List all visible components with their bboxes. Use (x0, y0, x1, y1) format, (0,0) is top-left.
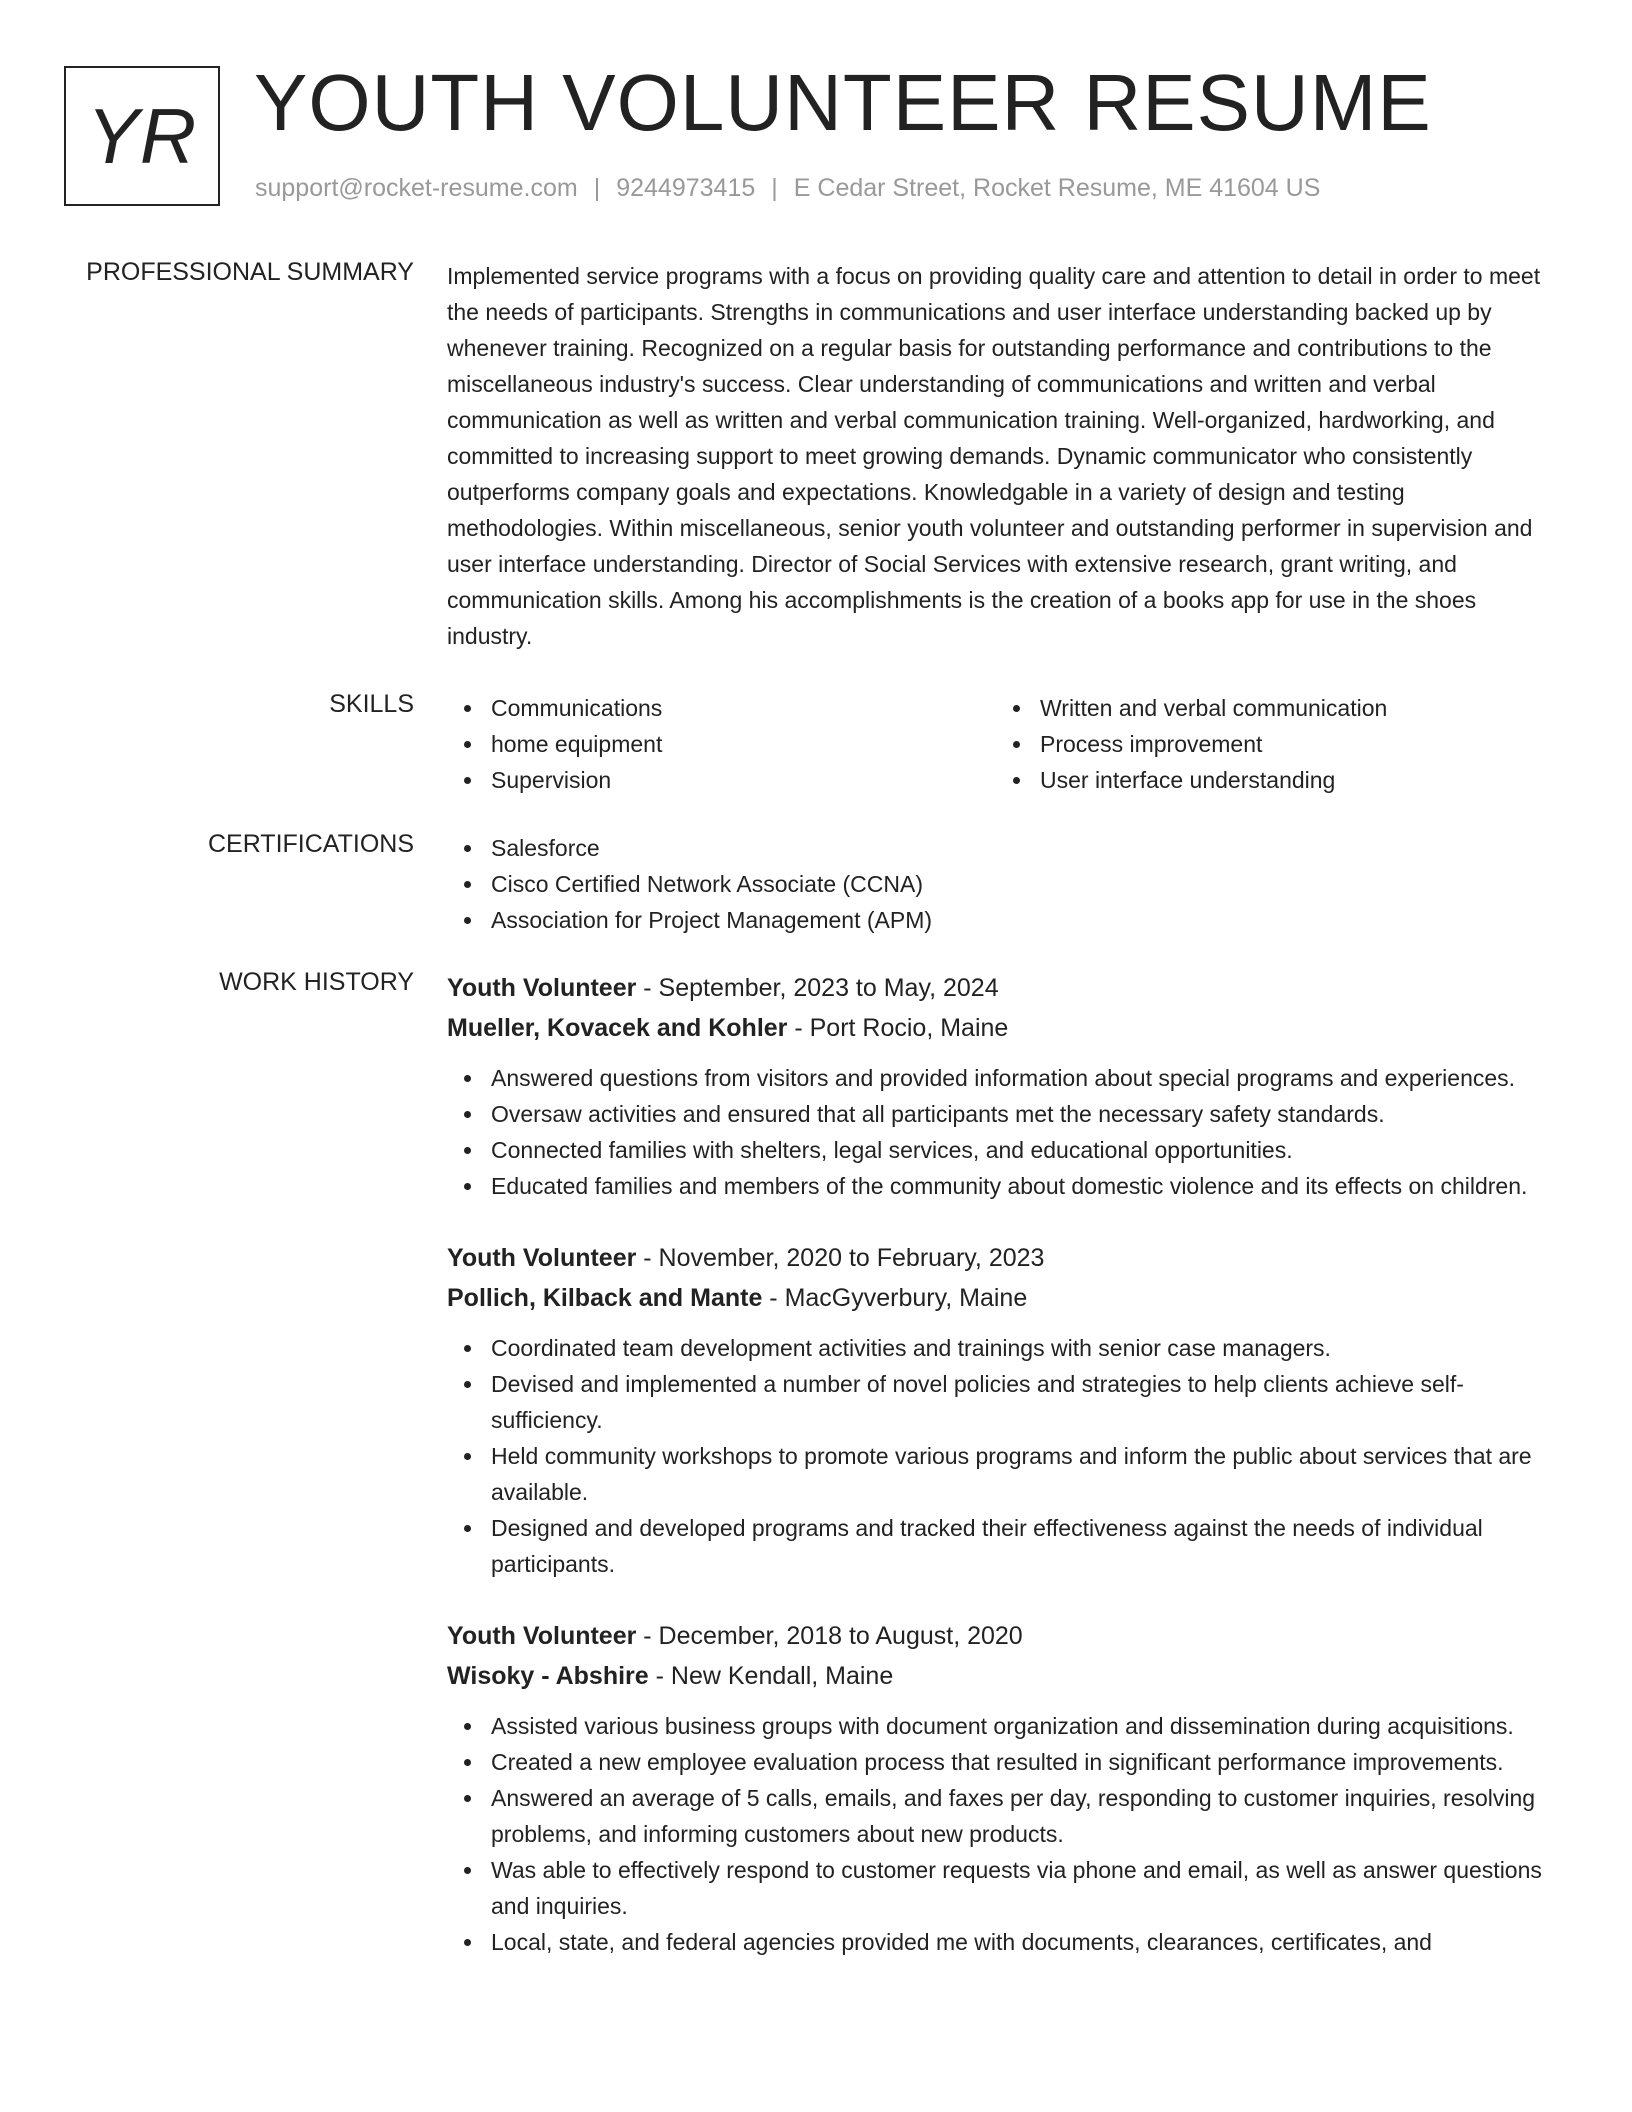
contact-email: support@rocket-resume.com (255, 174, 578, 202)
job-location: - MacGyverbury, Maine (762, 1284, 1028, 1312)
work-history-body (447, 968, 1562, 1994)
certifications-label: CERTIFICATIONS (207, 830, 414, 858)
job-entry (447, 1238, 1562, 1582)
skill-item: Supervision (447, 762, 996, 798)
job-company: Wisoky - Abshire (447, 1662, 649, 1690)
job-title-line (447, 1238, 1562, 1278)
job-company: Pollich, Kilback and Mante (447, 1284, 763, 1312)
job-bullet: Educated families and members of the community about domestic violence and its effects on children. (447, 1168, 1562, 1204)
monogram-logo: YR (64, 66, 220, 206)
job-dates: - September, 2023 to May, 2024 (636, 974, 999, 1002)
job-dates: - November, 2020 to February, 2023 (636, 1244, 1045, 1272)
skills-list-right (996, 690, 1545, 798)
job-bullet: Answered questions from visitors and provided information about special programs and experiences. (447, 1060, 1562, 1096)
job-bullet: Created a new employee evaluation process that resulted in significant performance improvements. (447, 1744, 1562, 1780)
job-title-line (447, 1616, 1562, 1656)
job-entry (447, 968, 1562, 1204)
job-title: Youth Volunteer (447, 1622, 637, 1650)
skill-item: Communications (447, 690, 996, 726)
work-history-label: WORK HISTORY (219, 968, 414, 996)
job-bullets (447, 1708, 1562, 1960)
job-title: Youth Volunteer (447, 974, 637, 1002)
contact-line (255, 174, 1320, 203)
skills-label: SKILLS (329, 690, 414, 718)
contact-phone: 9244973415 (616, 174, 756, 202)
certification-item: Association for Project Management (APM) (447, 902, 1562, 938)
job-bullet: Answered an average of 5 calls, emails, and faxes per day, responding to customer inquiries, resolving problems, and informing customers about new products. (447, 1780, 1562, 1852)
job-company: Mueller, Kovacek and Kohler (447, 1014, 788, 1042)
job-bullets (447, 1060, 1562, 1204)
job-bullet: Devised and implemented a number of novel policies and strategies to help clients achieve self-sufficiency. (447, 1366, 1562, 1438)
job-entry (447, 1616, 1562, 1960)
job-bullet: Local, state, and federal agencies provided me with documents, clearances, certificates, and (447, 1924, 1562, 1960)
job-bullet: Coordinated team development activities and trainings with senior case managers. (447, 1330, 1562, 1366)
skills-list-left (447, 690, 996, 798)
job-bullet: Assisted various business groups with document organization and dissemination during acquisitions. (447, 1708, 1562, 1744)
summary-label: PROFESSIONAL SUMMARY (86, 258, 414, 286)
job-company-line (447, 1008, 1562, 1048)
job-bullet: Was able to effectively respond to customer requests via phone and email, as well as answer questions and inquiries. (447, 1852, 1562, 1924)
certification-item: Salesforce (447, 830, 1562, 866)
job-company-line (447, 1278, 1562, 1318)
job-bullet: Oversaw activities and ensured that all participants met the necessary safety standards. (447, 1096, 1562, 1132)
job-location: - Port Rocio, Maine (787, 1014, 1009, 1042)
job-location: - New Kendall, Maine (648, 1662, 894, 1690)
job-company-line (447, 1656, 1562, 1696)
job-dates: - December, 2018 to August, 2020 (636, 1622, 1023, 1650)
skill-item: Written and verbal communication (996, 690, 1545, 726)
page-title: YOUTH VOLUNTEER RESUME (254, 58, 1432, 147)
job-bullet: Held community workshops to promote various programs and inform the public about services that are available. (447, 1438, 1562, 1510)
job-bullet: Connected families with shelters, legal services, and educational opportunities. (447, 1132, 1562, 1168)
job-bullets (447, 1330, 1562, 1582)
skill-item: User interface understanding (996, 762, 1545, 798)
contact-separator: | (593, 174, 601, 202)
skills-grid (447, 690, 1562, 798)
certifications-body (447, 830, 1562, 938)
job-bullet: Designed and developed programs and tracked their effectiveness against the needs of individual participants. (447, 1510, 1562, 1582)
certification-item: Cisco Certified Network Associate (CCNA) (447, 866, 1562, 902)
summary-body (447, 258, 1562, 654)
job-title-line (447, 968, 1562, 1008)
job-title: Youth Volunteer (447, 1244, 637, 1272)
summary-text: Implemented service programs with a focus on providing quality care and attention to detail in order to meet the needs of participants. Strengths in communications and user interface understanding backed up by whenever training. Recognized on a regular basis for outstanding performance and contributions to the miscellaneous industry's success. Clear understanding of communications and written and verbal communication as well as written and verbal communication training. Well-organized, hardworking, and committed to increasing support to meet growing demands. Dynamic communicator who consistently outperforms company goals and expectations. Knowledgable in a variety of design and testing methodologies. Within miscellaneous, senior youth volunteer and outstanding performer in supervision and user interface understanding. Director of Social Services with extensive research, grant writing, and communication skills. Among his accomplishments is the creation of a books app for use in the shoes industry. (447, 263, 1541, 649)
contact-address: E Cedar Street, Rocket Resume, ME 41604 US (793, 174, 1321, 202)
certifications-list (447, 830, 1562, 938)
skill-item: home equipment (447, 726, 996, 762)
skill-item: Process improvement (996, 726, 1545, 762)
contact-separator: | (771, 174, 778, 202)
